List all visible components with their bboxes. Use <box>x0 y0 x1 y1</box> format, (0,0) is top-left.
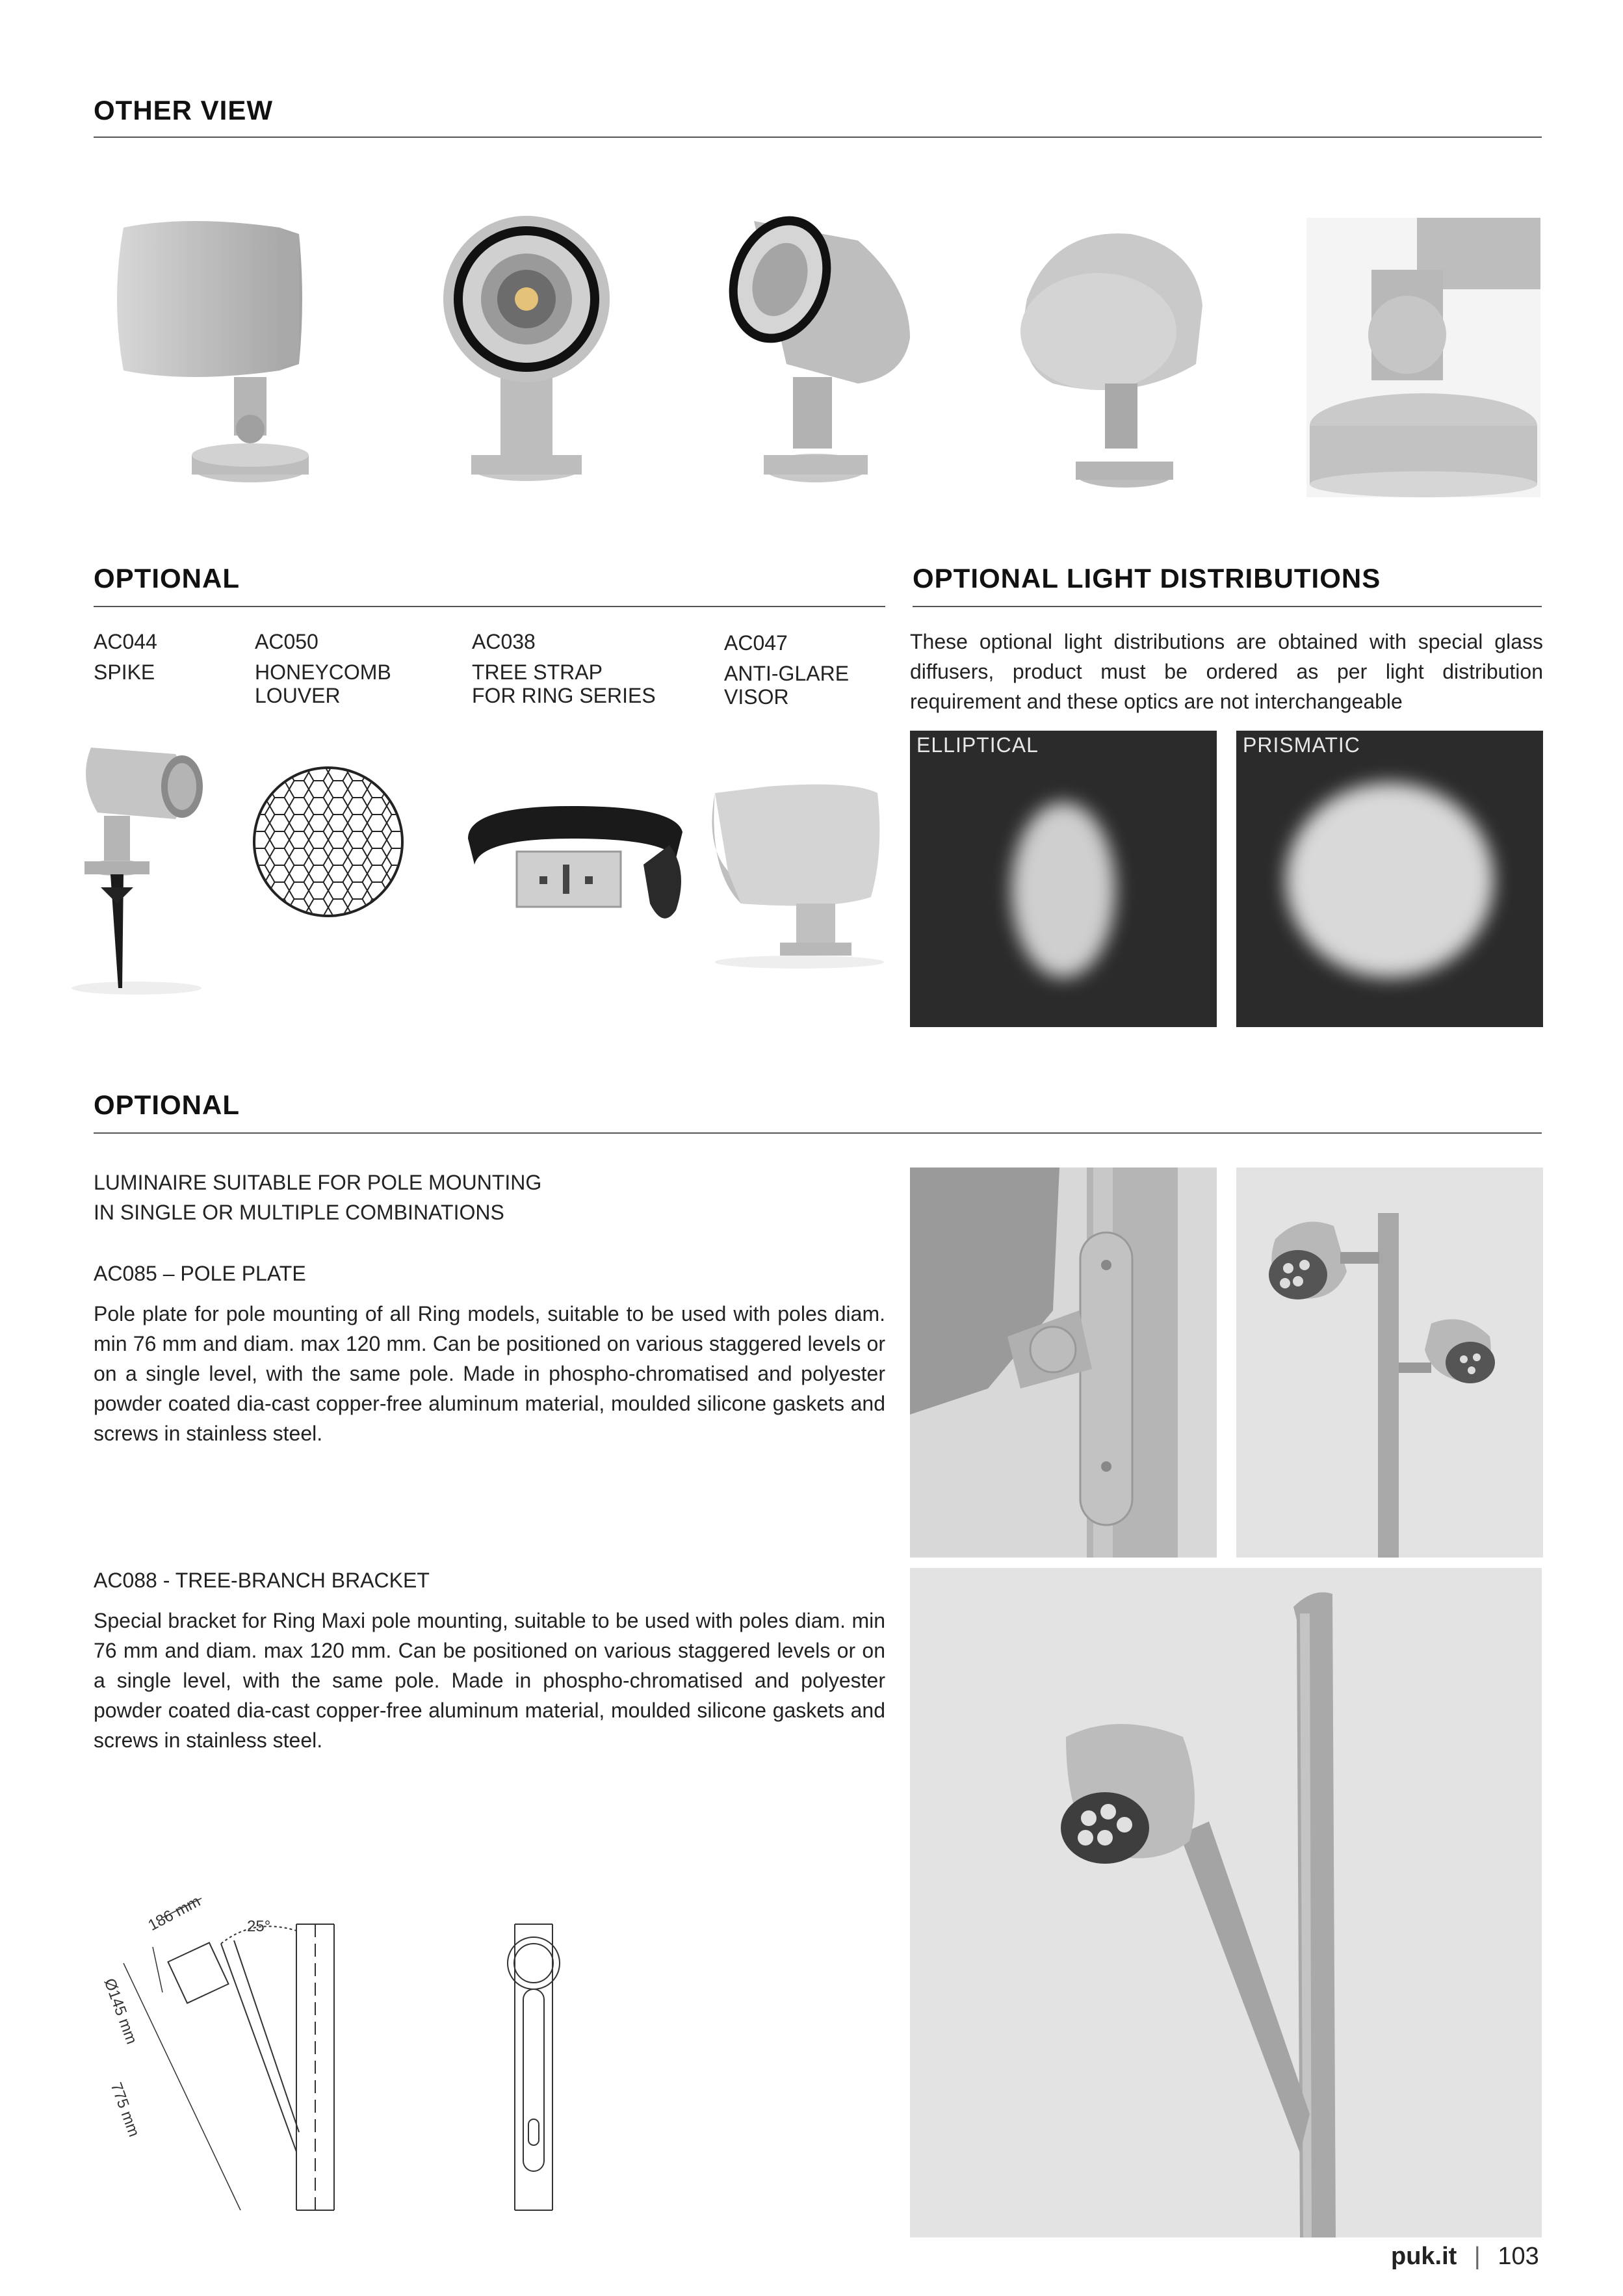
accessory-name: HONEYCOMB LOUVER <box>255 660 391 707</box>
accessory-code: AC050 <box>255 630 318 653</box>
honeycomb-louver-image <box>250 764 406 920</box>
accessory-name: SPIKE <box>94 660 155 684</box>
distribution-label: ELLIPTICAL <box>916 733 1039 757</box>
section-rule <box>94 606 885 607</box>
dimension-label-186: 186 mm <box>145 1892 203 1935</box>
accessory-ac038 <box>472 629 706 707</box>
section-title-optional: OPTIONAL <box>94 563 240 594</box>
intro-line: IN SINGLE OR MULTIPLE COMBINATIONS <box>94 1201 504 1224</box>
dimension-label-775: 775 mm <box>107 2080 143 2139</box>
tree-branch-bracket-photo <box>910 1568 1542 2237</box>
ac088-description: Special bracket for Ring Maxi pole mounting, suitable to be used with poles diam. min 76 mm and diam. max 120 mm. Can be positioned on various staggered levels or on a single level, with the same pole. Made in phospho-chromatised and polyester powder coated dia-cast copper-free aluminum material, moulded silicone gaskets and screws in stainless steel. <box>94 1609 885 1752</box>
section-rule <box>94 1132 1542 1134</box>
elliptical-distribution <box>910 731 1217 1027</box>
section-rule <box>913 606 1542 607</box>
accessory-code: AC047 <box>724 631 788 655</box>
mounting-intro <box>94 1168 880 1227</box>
page-footer <box>1391 2243 1539 2271</box>
section-title-other-view: OTHER VIEW <box>94 95 274 125</box>
ac085-title: AC085 – POLE PLATE <box>94 1262 306 1285</box>
accessory-code: AC044 <box>94 630 157 653</box>
prismatic-distribution <box>1236 731 1543 1027</box>
distribution-label: PRISMATIC <box>1243 733 1360 757</box>
section-rule <box>94 137 1542 138</box>
section-title-optional-mounting: OPTIONAL <box>94 1089 240 1120</box>
accessory-name: TREE STRAP FOR RING SERIES <box>472 660 656 707</box>
footer-site[interactable]: puk.it <box>1391 2243 1457 2270</box>
product-view-back <box>1001 215 1222 501</box>
footer-separator: | <box>1474 2243 1481 2270</box>
technical-drawing <box>100 1885 624 2223</box>
page-number: 103 <box>1498 2243 1539 2270</box>
accessory-code: AC038 <box>472 630 536 653</box>
ac088-title: AC088 - TREE-BRANCH BRACKET <box>94 1569 430 1592</box>
dimension-label-145: Ø145 mm <box>100 1976 141 2047</box>
section-title-light-distributions: OPTIONAL LIGHT DISTRIBUTIONS <box>913 563 1381 594</box>
anti-glare-visor-image <box>702 774 890 975</box>
ac085-description: Pole plate for pole mounting of all Ring models, suitable to be used with poles diam. min 76 mm and diam. max 120 mm. Can be positioned on various staggered levels or on a single level, with the same pole. Made in phospho-chromatised and polyester powder coated dia-cast copper-free aluminum material, moulded silicone gaskets and screws in stainless steel. <box>94 1302 885 1445</box>
tree-strap-image <box>455 793 695 936</box>
accessory-name: ANTI-GLARE VISOR <box>724 662 850 709</box>
product-view-detail <box>1306 218 1540 497</box>
intro-line: LUMINAIRE SUITABLE FOR POLE MOUNTING <box>94 1171 542 1194</box>
accessory-ac047 <box>724 631 887 709</box>
product-view-front <box>429 208 624 501</box>
accessory-ac050 <box>255 629 450 707</box>
pole-plate-photo-pole <box>1236 1168 1543 1558</box>
distributions-description: These optional light distributions are obtained with special glass diffusers, product must be ordered as per light distribution requirement and these optics are not interchangeable <box>910 630 1543 713</box>
spike-image <box>65 728 221 1001</box>
dimension-label-angle: 25° <box>247 1918 271 1935</box>
accessory-ac044 <box>94 629 237 684</box>
pole-plate-photo-closeup <box>910 1168 1217 1558</box>
product-view-side <box>110 208 331 501</box>
product-view-three-quarter <box>715 202 936 501</box>
